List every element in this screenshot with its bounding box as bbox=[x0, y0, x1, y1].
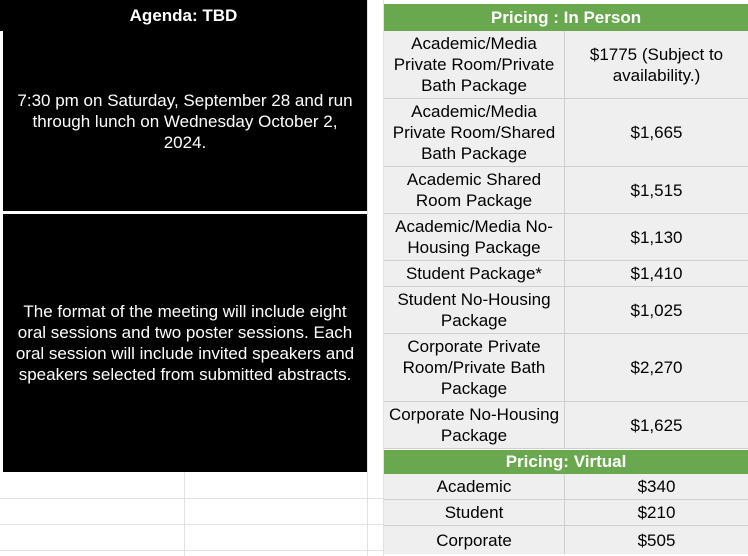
pricing-row[interactable] bbox=[384, 500, 748, 526]
package-cell[interactable]: Corporate bbox=[384, 526, 565, 554]
price-cell[interactable]: $2,270 bbox=[630, 358, 683, 377]
price-cell[interactable]: $1,130 bbox=[630, 227, 683, 247]
sheet-gridline bbox=[0, 524, 384, 525]
price-cell[interactable]: $1,515 bbox=[630, 180, 683, 200]
sheet-gridline bbox=[0, 498, 384, 499]
package-cell[interactable]: Student Package* bbox=[384, 261, 565, 286]
pricing-row[interactable] bbox=[384, 526, 748, 554]
pricing-row[interactable] bbox=[384, 167, 748, 214]
pricing-row[interactable] bbox=[384, 402, 748, 449]
price-cell[interactable]: $1,665 bbox=[630, 123, 683, 142]
agenda-dates-cell[interactable]: 7:30 pm on Saturday, September 28 and run through lunch on Wednesday October 2, 2024. bbox=[3, 31, 367, 211]
pricing-row[interactable] bbox=[384, 287, 748, 334]
pricing-row[interactable] bbox=[384, 334, 748, 402]
sheet-gridline bbox=[0, 550, 384, 551]
price-cell[interactable]: $1775 (Subject to availability.) bbox=[589, 44, 724, 85]
price-cell[interactable]: $1,025 bbox=[630, 300, 683, 320]
package-cell[interactable]: Corporate No-Housing Package bbox=[384, 402, 565, 448]
pricing-in-person-header[interactable]: Pricing : In Person bbox=[384, 4, 748, 31]
sheet-gridline bbox=[367, 0, 368, 556]
agenda-header[interactable]: Agenda: TBD bbox=[0, 0, 367, 31]
package-cell[interactable]: Academic/Media Private Room/Private Bath Package bbox=[384, 31, 565, 98]
package-cell[interactable]: Academic Shared Room Package bbox=[384, 167, 565, 213]
pricing-row[interactable] bbox=[384, 474, 748, 500]
pricing-row[interactable] bbox=[384, 99, 748, 167]
price-cell[interactable]: $210 bbox=[637, 503, 676, 522]
pricing-row[interactable] bbox=[384, 261, 748, 287]
pricing-virtual-header[interactable]: Pricing: Virtual bbox=[384, 450, 748, 474]
package-cell[interactable]: Student No-Housing Package bbox=[384, 287, 565, 333]
price-cell[interactable]: $1,410 bbox=[630, 264, 683, 283]
package-cell[interactable]: Academic/Media Private Room/Shared Bath Package bbox=[384, 99, 565, 166]
package-cell[interactable]: Corporate Private Room/Private Bath Package bbox=[384, 334, 565, 401]
sheet-gridline bbox=[184, 472, 185, 556]
agenda-format-cell[interactable]: The format of the meeting will include eight oral sessions and two poster sessions. Each oral session will include invited speakers and speakers selected from submitted abstracts. bbox=[3, 214, 367, 472]
pricing-row[interactable] bbox=[384, 214, 748, 261]
package-cell[interactable]: Student bbox=[384, 500, 565, 525]
pricing-row[interactable] bbox=[384, 31, 748, 99]
price-cell[interactable]: $340 bbox=[637, 477, 676, 496]
package-cell[interactable]: Academic bbox=[384, 474, 565, 499]
price-cell[interactable]: $505 bbox=[637, 530, 676, 550]
package-cell[interactable]: Academic/Media No-Housing Package bbox=[384, 214, 565, 260]
price-cell[interactable]: $1,625 bbox=[630, 415, 683, 435]
